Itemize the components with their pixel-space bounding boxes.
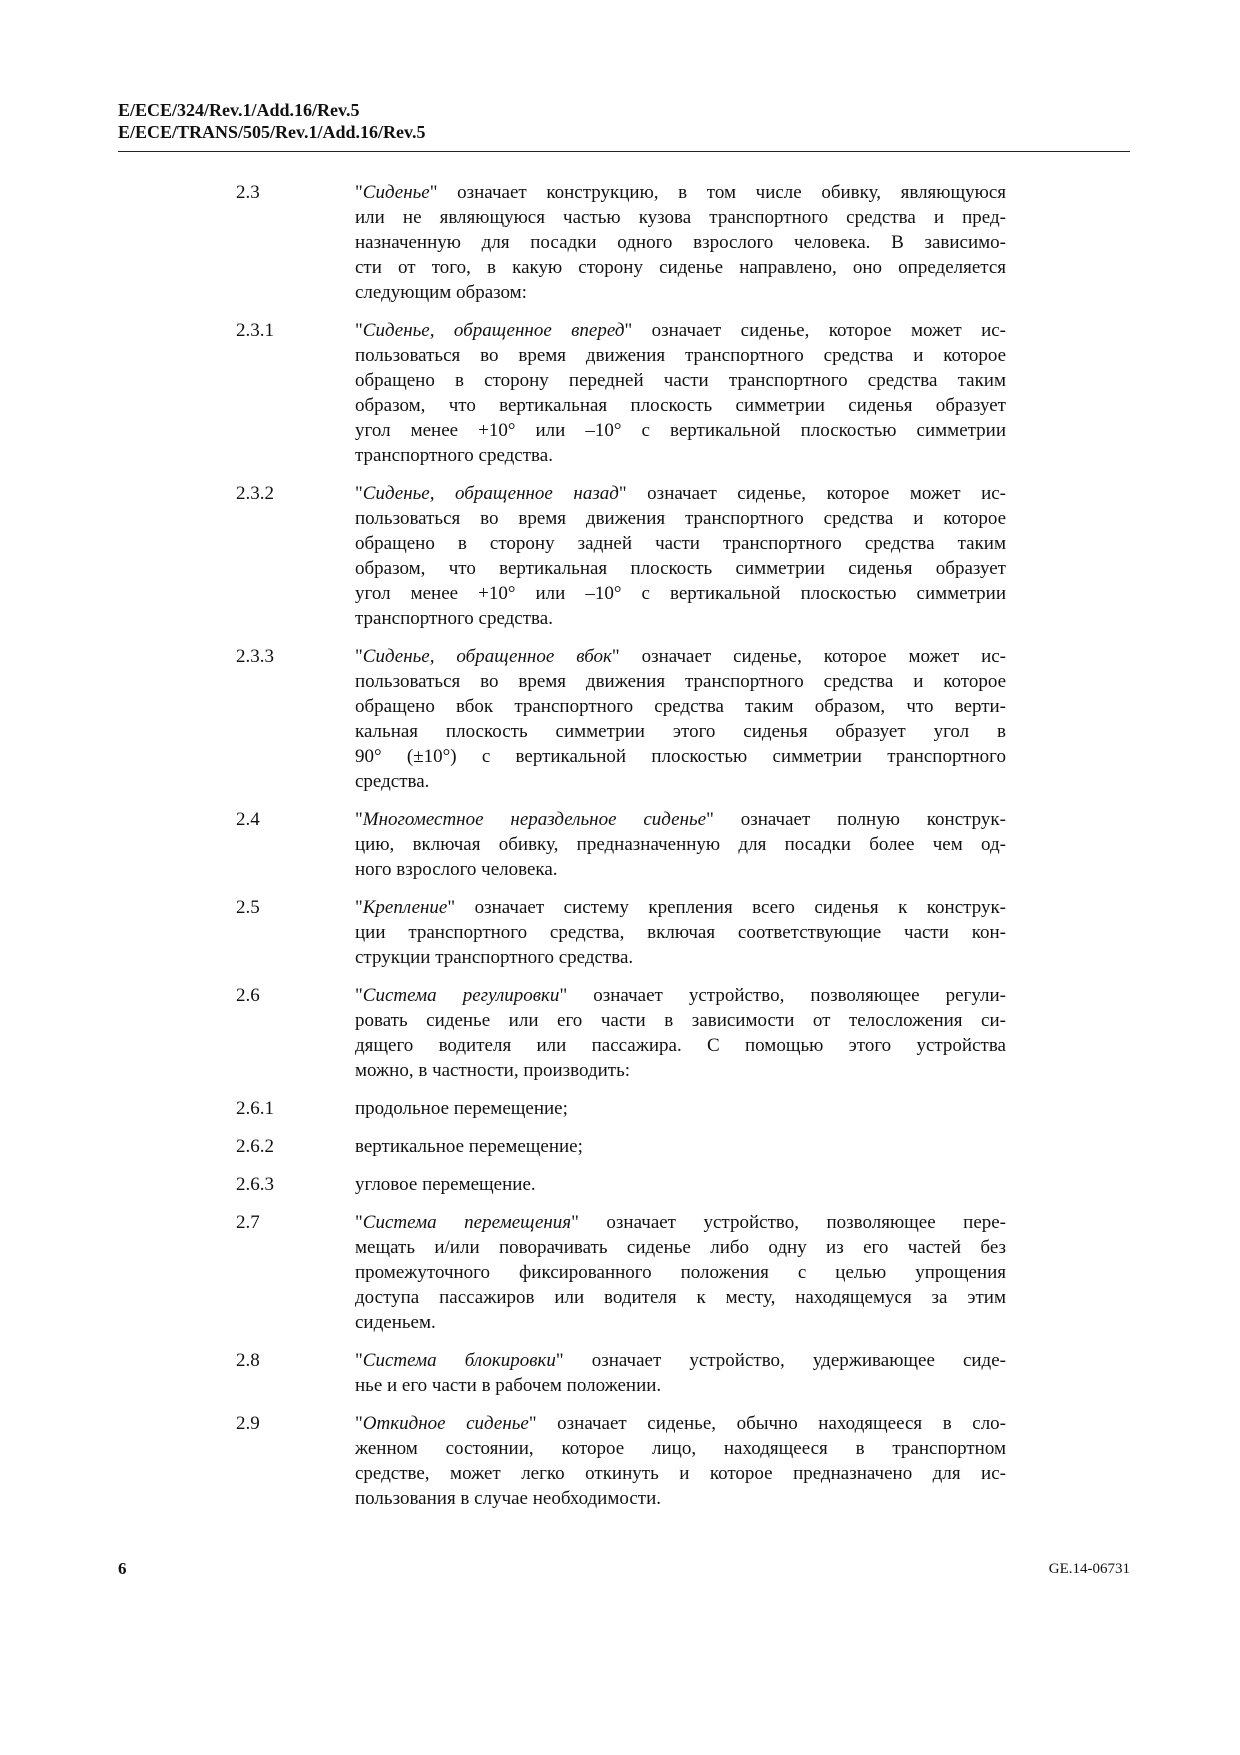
paragraph-2-6-3 <box>236 1172 1006 1197</box>
page-number: 6 <box>118 1559 127 1578</box>
defined-term: Система перемещения <box>362 1212 572 1233</box>
paragraph-text <box>355 1411 1006 1511</box>
text-line: продольное перемещение; <box>355 1098 568 1119</box>
text-line: обращено в сторону задней части транспортного средства таким <box>355 533 1006 554</box>
text-line: или не являющуюся частью кузова транспортного средства и пред- <box>355 207 1006 228</box>
text-line: "Система перемещения" означает устройство, позволяющее пере- <box>355 1212 1007 1233</box>
document-code: GE.14-06731 <box>1048 1561 1130 1577</box>
text-line: пользоваться во время движения транспортного средства и которое <box>355 671 1006 692</box>
line-text: " означает сиденье, которое может ис- <box>611 646 1007 667</box>
text-line: "Откидное сиденье" означает сиденье, обычно находящееся в сло- <box>355 1413 1006 1434</box>
text-line: струкции транспортного средства. <box>355 947 634 968</box>
text-line: угловое перемещение. <box>355 1174 536 1195</box>
paragraph-2-6-1 <box>236 1096 1006 1121</box>
text-line: "Система блокировки" означает устройство, удерживающее сиде- <box>355 1350 1006 1371</box>
paragraph-2-9 <box>236 1411 1006 1511</box>
text-line: цию, включая обивку, предназначенную для посадки более чем од- <box>355 834 1006 855</box>
paragraph-number: 2.6.1 <box>236 1098 274 1119</box>
text-line: угол менее +10° или –10° с вертикальной плоскостью симметрии <box>355 583 1006 604</box>
text-line: угол менее +10° или –10° с вертикальной плоскостью симметрии <box>355 420 1006 441</box>
defined-term: Система регулировки <box>362 985 560 1006</box>
defined-term: Система блокировки <box>362 1350 556 1371</box>
paragraph-text <box>355 895 1006 970</box>
text-line: средства. <box>355 771 430 792</box>
defined-term: Крепление <box>362 897 448 918</box>
paragraph-2-6 <box>236 983 1006 1083</box>
document-body <box>236 180 1006 1524</box>
document-symbol-2: E/ECE/TRANS/505/Rev.1/Add.16/Rev.5 <box>118 122 426 142</box>
paragraph-text <box>355 1096 1006 1121</box>
line-text: " означает устройство, позволяющее регули- <box>559 985 1006 1006</box>
text-line: вертикальное перемещение; <box>355 1136 583 1157</box>
paragraph-number: 2.6 <box>236 985 260 1006</box>
line-text: " означает полную конструк- <box>706 809 1006 830</box>
line-text: " означает сиденье, которое может ис- <box>624 320 1006 341</box>
paragraph-number: 2.9 <box>236 1413 260 1434</box>
text-line: нье и его части в рабочем положении. <box>355 1375 662 1396</box>
defined-term: Сиденье, обращенное назад <box>362 483 619 504</box>
text-line: кальная плоскость симметрии этого сиденья образует угол в <box>355 721 1006 742</box>
line-text: " означает конструкцию, в том числе обивку, являющуюся <box>429 182 1006 203</box>
text-line: сиденьем. <box>355 1312 436 1333</box>
paragraph-text <box>355 983 1006 1083</box>
text-line: ровать сиденье или его части в зависимости от телосложения си- <box>355 1010 1006 1031</box>
text-line: 90° (±10°) с вертикальной плоскостью симметрии транспортного <box>355 746 1006 767</box>
text-line: "Система регулировки" означает устройство, позволяющее регули- <box>355 985 1006 1006</box>
defined-term: Многоместное нераздельное сиденье <box>362 809 707 830</box>
paragraph-number: 2.3 <box>236 182 260 203</box>
text-line: можно, в частности, производить: <box>355 1060 631 1081</box>
paragraph-2-6-2 <box>236 1134 1006 1159</box>
paragraph-number: 2.5 <box>236 897 260 918</box>
paragraph-text <box>355 1210 1006 1335</box>
paragraph-text <box>355 1172 1006 1197</box>
paragraph-2-3-3 <box>236 644 1006 794</box>
text-line: образом, что вертикальная плоскость симметрии сиденья образует <box>355 558 1006 579</box>
paragraph-text <box>355 1134 1006 1159</box>
text-line: ного взрослого человека. <box>355 859 558 880</box>
text-line: "Сиденье, обращенное вперед" означает сиденье, которое может ис- <box>355 320 1006 341</box>
paragraph-number: 2.3.3 <box>236 646 274 667</box>
paragraph-number: 2.8 <box>236 1350 260 1371</box>
paragraph-text <box>355 318 1006 468</box>
text-line: обращено вбок транспортного средства таким образом, что верти- <box>355 696 1006 717</box>
text-line: назначенную для посадки одного взрослого человека. В зависимо- <box>355 232 1006 253</box>
text-line: "Крепление" означает систему крепления всего сиденья к конструк- <box>355 897 1006 918</box>
text-line: мещать и/или поворачивать сиденье либо одну из его частей без <box>355 1237 1006 1258</box>
text-line: сти от того, в какую сторону сиденье направлено, оно определяется <box>355 257 1006 278</box>
text-line: "Сиденье, обращенное вбок" означает сиденье, которое может ис- <box>355 646 1007 667</box>
paragraph-2-4 <box>236 807 1006 882</box>
paragraph-text <box>355 807 1006 882</box>
paragraph-2-5 <box>236 895 1006 970</box>
text-line: промежуточного фиксированного положения с целью упрощения <box>355 1262 1006 1283</box>
defined-term: Откидное сиденье <box>362 1413 529 1434</box>
document-symbols <box>118 99 426 143</box>
text-line: транспортного средства. <box>355 445 553 466</box>
text-line: образом, что вертикальная плоскость симметрии сиденья образует <box>355 395 1006 416</box>
document-symbol-1: E/ECE/324/Rev.1/Add.16/Rev.5 <box>118 100 360 120</box>
line-text: " означает сиденье, обычно находящееся в сло- <box>528 1413 1006 1434</box>
text-line: доступа пассажиров или водителя к месту, находящемуся за этим <box>355 1287 1006 1308</box>
paragraph-2-7 <box>236 1210 1006 1335</box>
line-text: " означает сиденье, которое может ис- <box>618 483 1007 504</box>
text-line: пользоваться во время движения транспортного средства и которое <box>355 345 1006 366</box>
paragraph-text <box>355 1348 1006 1398</box>
text-line: "Многоместное нераздельное сиденье" означает полную конструк- <box>355 809 1006 830</box>
paragraph-text <box>355 180 1006 305</box>
paragraph-number: 2.3.2 <box>236 483 274 504</box>
paragraph-text <box>355 644 1006 794</box>
paragraph-number: 2.4 <box>236 809 260 830</box>
text-line: средстве, может легко откинуть и которое предназначено для ис- <box>355 1463 1006 1484</box>
text-line: пользоваться во время движения транспортного средства и которое <box>355 508 1006 529</box>
line-text: " означает устройство, позволяющее пере- <box>571 1212 1007 1233</box>
paragraph-text <box>355 481 1006 631</box>
paragraph-number: 2.7 <box>236 1212 260 1233</box>
text-line: "Сиденье" означает конструкцию, в том числе обивку, являющуюся <box>355 182 1006 203</box>
paragraph-2-3-2 <box>236 481 1006 631</box>
text-line: пользования в случае необходимости. <box>355 1488 662 1509</box>
defined-term: Сиденье, обращенное вбок <box>362 646 612 667</box>
line-text: " означает устройство, удерживающее сиде- <box>555 1350 1006 1371</box>
text-line: женном состоянии, которое лицо, находящееся в транспортном <box>355 1438 1006 1459</box>
paragraph-number: 2.6.3 <box>236 1174 274 1195</box>
paragraph-2-3 <box>236 180 1006 305</box>
line-text: " означает систему крепления всего сиденья к конструк- <box>447 897 1006 918</box>
paragraph-2-8 <box>236 1348 1006 1398</box>
header-rule <box>118 151 1130 152</box>
paragraph-number: 2.6.2 <box>236 1136 274 1157</box>
defined-term: Сиденье <box>362 182 430 203</box>
text-line: обращено в сторону передней части транспортного средства таким <box>355 370 1006 391</box>
text-line: следующим образом: <box>355 282 527 303</box>
text-line: транспортного средства. <box>355 608 553 629</box>
text-line: дящего водителя или пассажира. С помощью этого устройства <box>355 1035 1006 1056</box>
paragraph-number: 2.3.1 <box>236 320 274 341</box>
text-line: "Сиденье, обращенное назад" означает сиденье, которое может ис- <box>355 483 1007 504</box>
defined-term: Сиденье, обращенное вперед <box>362 320 625 341</box>
text-line: ции транспортного средства, включая соответствующие части кон- <box>355 922 1006 943</box>
paragraph-2-3-1 <box>236 318 1006 468</box>
